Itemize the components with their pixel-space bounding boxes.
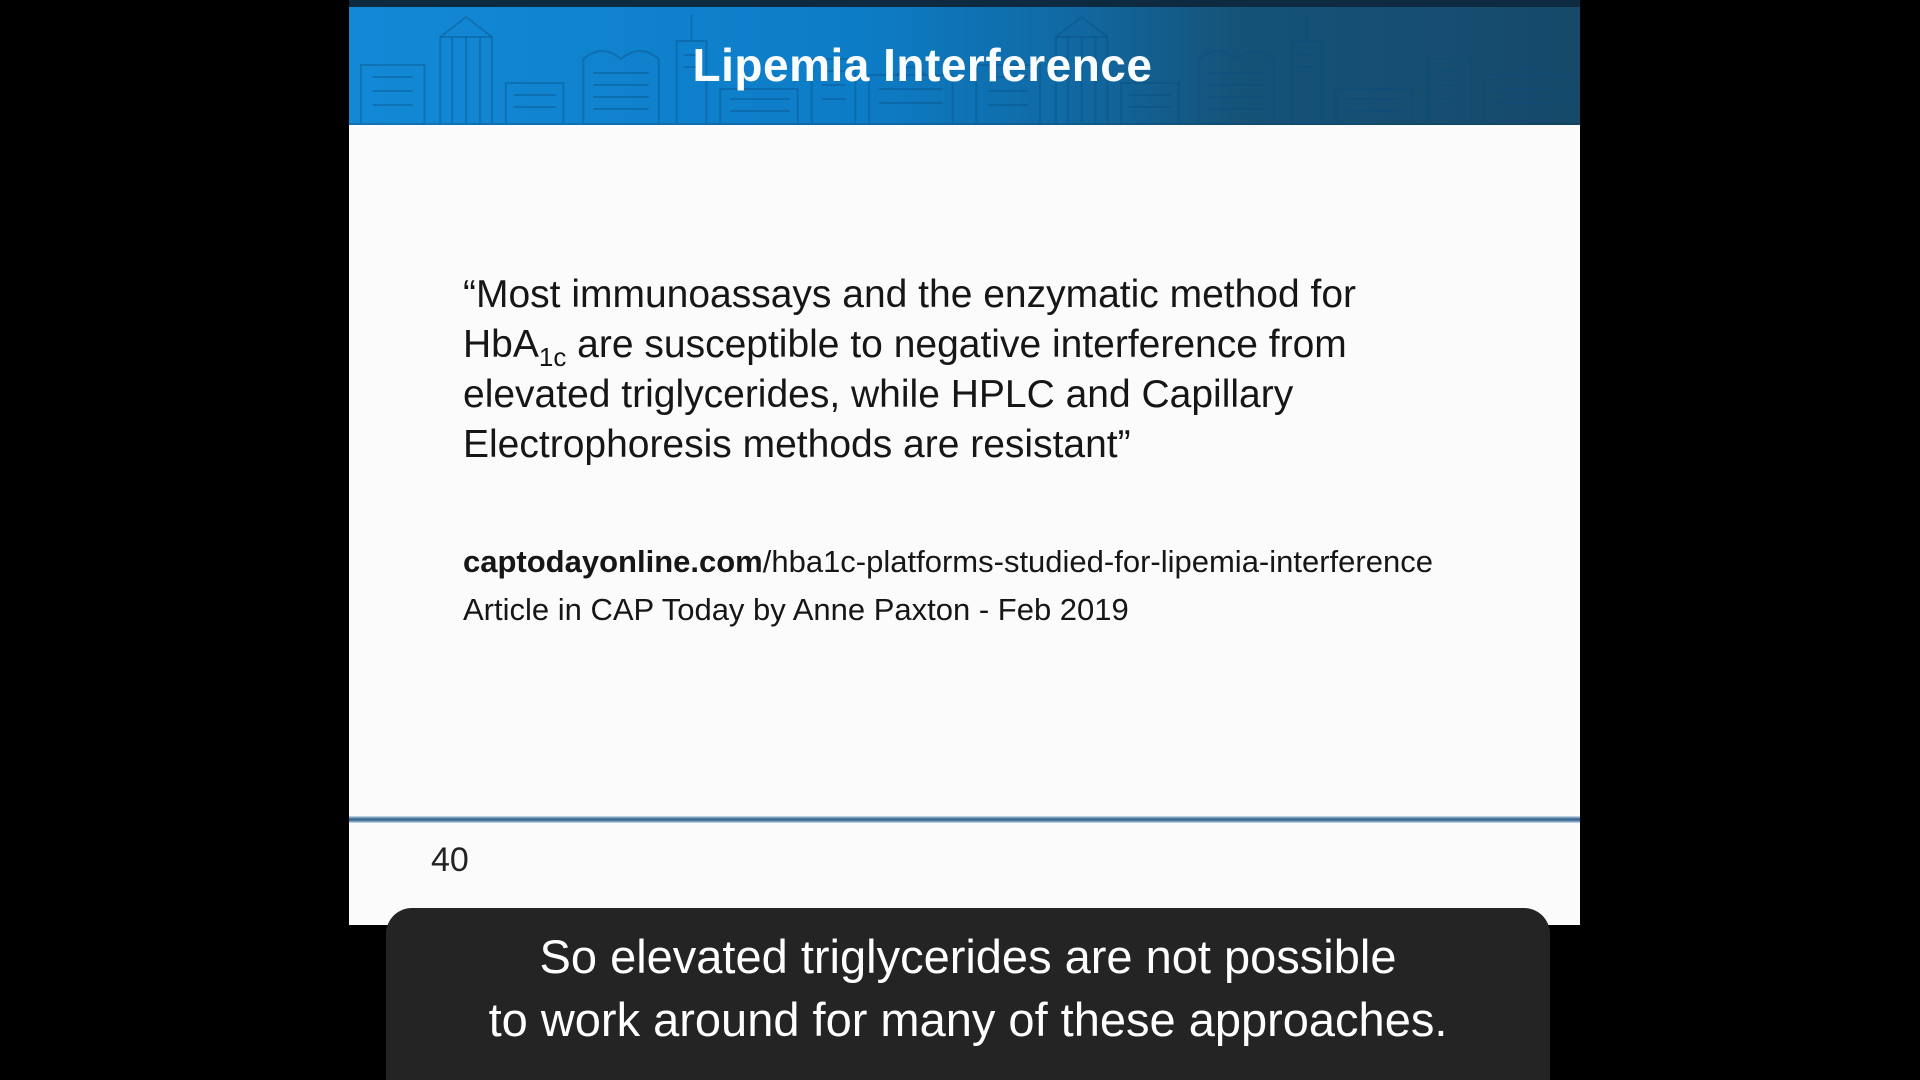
header-top-strip (349, 0, 1580, 7)
quote-line (463, 320, 1356, 370)
source-url (463, 538, 1433, 586)
source-domain: captodayonline.com (463, 544, 763, 579)
quote-line: “Most immunoassays and the enzymatic method for (463, 273, 1357, 316)
hba1c-subscript: 1c (538, 341, 567, 372)
footer-divider (349, 816, 1580, 823)
quote-line-rest: are susceptible to negative interference from (566, 323, 1347, 366)
source-article: Article in CAP Today by Anne Paxton - Feb 2019 (463, 592, 1129, 627)
subtitle-overlay (386, 908, 1550, 1080)
slide-page-number: 40 (431, 841, 469, 879)
hba1c-text: HbA (463, 323, 539, 366)
quote-line: elevated triglycerides, while HPLC and Capillary (463, 373, 1294, 416)
subtitle-line: to work around for many of these approaches. (488, 993, 1448, 1046)
subtitle-line: So elevated triglycerides are not possible (539, 930, 1397, 983)
citation-block (463, 538, 1433, 634)
quote-paragraph (463, 270, 1356, 470)
presentation-slide (349, 0, 1580, 925)
slide-title: Lipemia Interference (692, 39, 1153, 91)
slide-header (349, 0, 1580, 125)
source-path: /hba1c-platforms-studied-for-lipemia-interference (762, 544, 1433, 579)
quote-line: Electrophoresis methods are resistant” (463, 423, 1131, 466)
